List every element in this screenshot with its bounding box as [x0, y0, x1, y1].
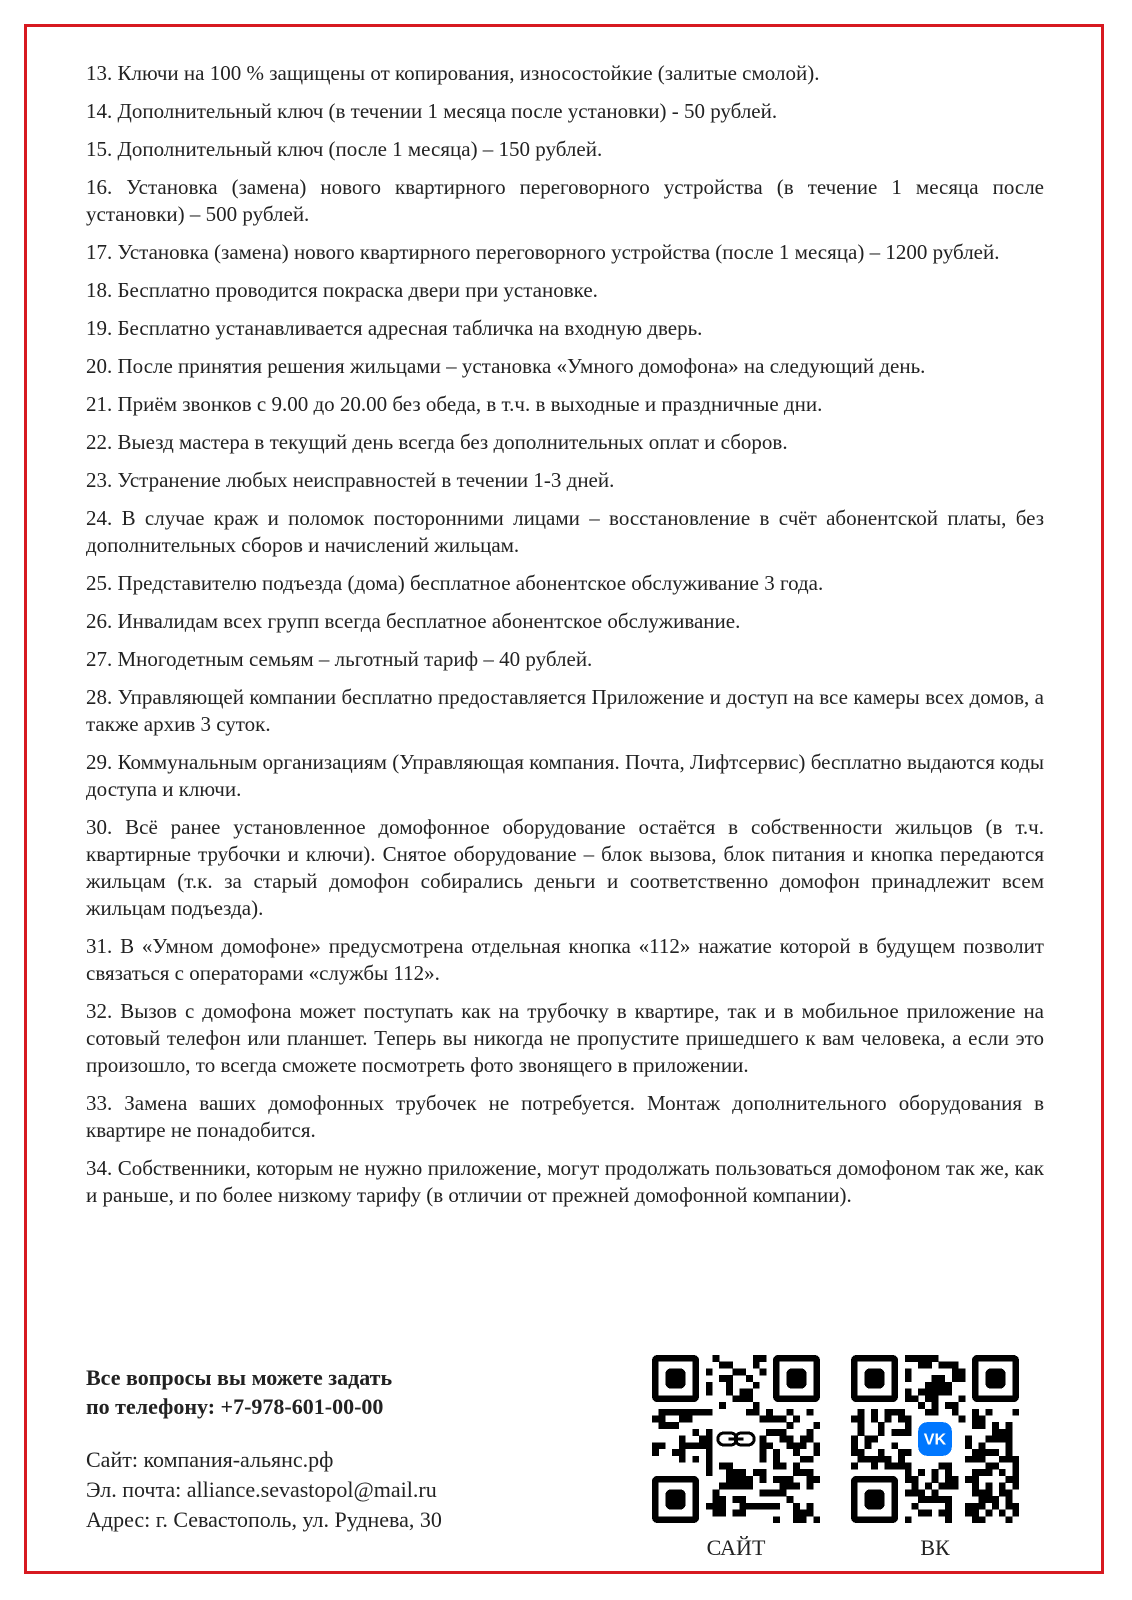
vk-logo-text: VK [923, 1430, 947, 1449]
list-item: 14. Дополнительный ключ (в течении 1 месяца после установки) - 50 рублей. [86, 99, 778, 123]
site-qr-block [652, 1355, 820, 1561]
feature-list [86, 60, 1044, 1220]
site-line[interactable]: Сайт: компания-альянс.рф [86, 1447, 334, 1472]
list-item: 18. Бесплатно проводится покраска двери при установке. [86, 278, 598, 302]
list-item: 24. В случае краж и поломок посторонними лицами – восстановление в счёт абонентской платы, без дополнительных сборов и начислений жильцам. [86, 506, 1044, 557]
list-item: 20. После принятия решения жильцами – установка «Умного домофона» на следующий день. [86, 354, 926, 378]
email-line[interactable]: Эл. почта: alliance.sevastopol@mail.ru [86, 1477, 437, 1502]
list-item: 13. Ключи на 100 % защищены от копирования, износостойкие (залитые смолой). [86, 61, 820, 85]
qr-finder-pattern [652, 1476, 699, 1523]
list-item: 15. Дополнительный ключ (после 1 месяца) – 150 рублей. [86, 137, 603, 161]
list-item: 16. Установка (замена) нового квартирного переговорного устройства (в течение 1 месяца после установки) – 500 рублей. [86, 175, 1044, 226]
phone-line[interactable]: по телефону: +7-978-601-00-00 [86, 1394, 384, 1419]
qr-finder-pattern [851, 1476, 898, 1523]
list-item: 19. Бесплатно устанавливается адресная табличка на входную дверь. [86, 316, 703, 340]
vk-qr-label: ВК [920, 1535, 950, 1560]
list-item: 31. В «Умном домофоне» предусмотрена отдельная кнопка «112» нажатие которой в будущем позволит связаться с операторами «службы 112». [86, 934, 1044, 985]
list-item: 34. Собственники, которым не нужно приложение, могут продолжать пользоваться домофоном так же, как и раньше, и по более низкому тарифу (в отличии от прежней домофонной компании). [86, 1156, 1044, 1207]
contact-block [86, 1363, 646, 1535]
list-item: 32. Вызов с домофона может поступать как на трубочку в квартире, так и в мобильное приложение на сотовый телефон или планшет. Теперь вы никогда не пропустите пришедшего к вам человека, а если это произошло, то всегда сможете посмотреть фото звонящего в приложении. [86, 999, 1044, 1077]
list-item: 26. Инвалидам всех групп всегда бесплатное абонентское обслуживание. [86, 609, 741, 633]
vk-qr-code[interactable] [851, 1355, 1019, 1523]
list-item: 23. Устранение любых неисправностей в течении 1-3 дней. [86, 468, 615, 492]
list-item: 27. Многодетным семьям – льготный тариф – 40 рублей. [86, 647, 593, 671]
list-item: 22. Выезд мастера в текущий день всегда без дополнительных оплат и сборов. [86, 430, 788, 454]
qr-finder-pattern [773, 1355, 820, 1402]
qr-finder-pattern [851, 1355, 898, 1402]
list-item: 28. Управляющей компании бесплатно предоставляется Приложение и доступ на все камеры всех домов, а также архив 3 суток. [86, 685, 1044, 736]
list-item: 17. Установка (замена) нового квартирного переговорного устройства (после 1 месяца) – 1200 рублей. [86, 240, 1000, 264]
list-item: 30. Всё ранее установленное домофонное оборудование остаётся в собственности жильцов (в т.ч. квартирные трубочки и ключи). Снятое оборудование – блок вызова, блок питания и кнопка передаются жильцам (т.к. за старый домофон собирались деньги и соответственно домофон принадлежит всем жильцам подъезда). [86, 815, 1044, 920]
vk-qr-block [851, 1355, 1019, 1561]
list-item: 21. Приём звонков с 9.00 до 20.00 без обеда, в т.ч. в выходные и праздничные дни. [86, 392, 823, 416]
qr-finder-pattern [972, 1355, 1019, 1402]
list-item: 25. Представителю подъезда (дома) бесплатное абонентское обслуживание 3 года. [86, 571, 824, 595]
site-qr-label: САЙТ [706, 1535, 766, 1560]
site-qr-code[interactable] [652, 1355, 820, 1523]
qr-finder-pattern [652, 1355, 699, 1402]
address-line: Адрес: г. Севастополь, ул. Руднева, 30 [86, 1507, 442, 1532]
questions-heading: Все вопросы вы можете задать [86, 1365, 393, 1390]
list-item: 29. Коммунальным организациям (Управляющая компания. Почта, Лифтсервис) бесплатно выдаются коды доступа и ключи. [86, 750, 1044, 801]
list-item: 33. Замена ваших домофонных трубочек не потребуется. Монтаж дополнительного оборудования в квартире не понадобится. [86, 1091, 1044, 1142]
